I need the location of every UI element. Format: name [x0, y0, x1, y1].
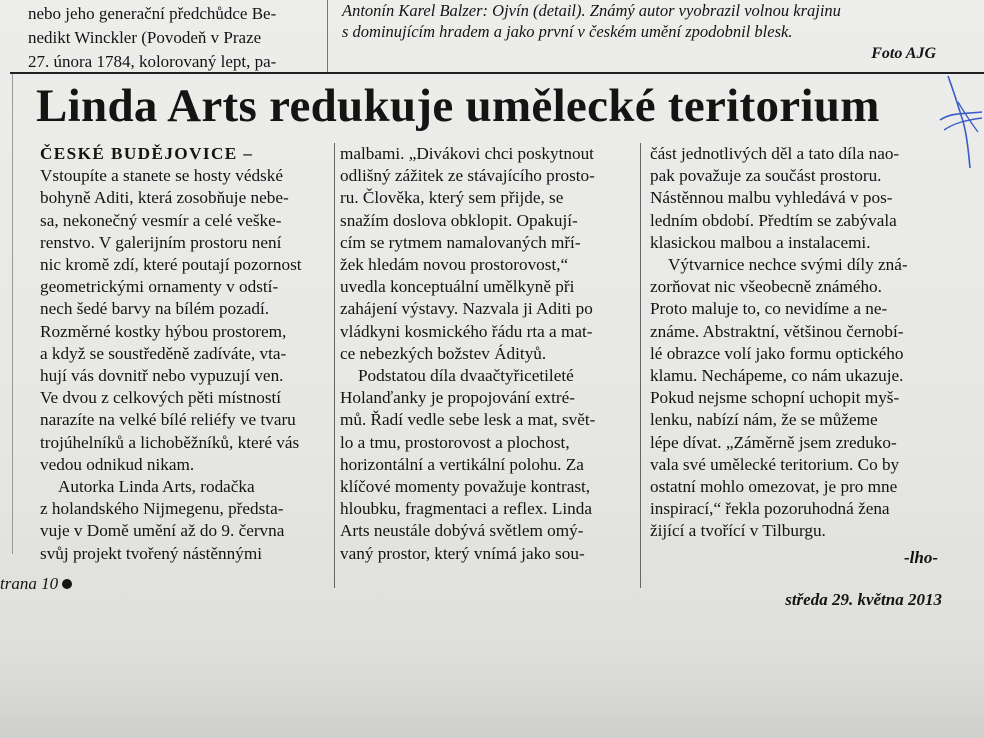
- author-signature: -lho-: [904, 548, 938, 567]
- text-line: renstvo. V galerijním prostoru není: [40, 232, 282, 252]
- text-line: trojúhelníků a lichoběžníků, které vás: [40, 432, 300, 452]
- text-line: Výtvarnice nechce svými díly zná-: [668, 255, 908, 275]
- text-line: nic kromě zdí, které poutají pozornost: [40, 255, 302, 275]
- text-line: klasickou malbou a instalacemi.: [650, 232, 871, 252]
- text-line: klíčové momenty považuje kontrast,: [340, 477, 591, 497]
- text-line: hují vás dovnitř nebo vypuzují ven.: [40, 366, 284, 386]
- text-line: malbami. „Divákovi chci poskytnout: [340, 144, 594, 163]
- text-line: ledním období. Předtím se zabývala: [650, 210, 897, 230]
- text-line: inspirací,“ řekla pozoruhodná žena: [650, 499, 890, 519]
- text-line: ru. Člověka, který sem přijde, se: [340, 188, 564, 208]
- text-line: bohyně Aditi, která zosobňuje nebe-: [40, 188, 289, 208]
- text-line: Nástěnnou malbu vyhledává v pos-: [650, 188, 893, 208]
- text-line: vaný prostor, který vnímá jako sou-: [340, 543, 585, 563]
- text-line: vuje v Domě umění až do 9. června: [40, 521, 285, 541]
- text-line: svůj projekt tvořený nástěnnými: [40, 543, 262, 563]
- text-line: narazíte na velké bílé reliéfy ve tvaru: [40, 410, 296, 430]
- text-line: Autorka Linda Arts, rodačka: [58, 477, 255, 497]
- text-line: 27. února 1784, kolorovaný lept, pa-: [28, 52, 277, 71]
- text-line: Proto maluje to, co nevidíme a ne-: [650, 299, 888, 319]
- column-divider: [640, 143, 641, 588]
- text-line: nech šedé barvy na bílém pozadí.: [40, 299, 270, 319]
- page-shadow: [0, 650, 984, 738]
- caption-line: s dominujícím hradem a jako první v českém umění zpodobnil blesk.: [342, 22, 793, 41]
- text-line: lépe dívat. „Záměrně jsem zreduko-: [650, 432, 897, 452]
- text-line: část jednotlivých děl a tato díla nao-: [650, 144, 900, 163]
- text-line: klamu. Nechápeme, co nám ukazuje.: [650, 366, 904, 386]
- text-line: lé obrazce volí jako formu optického: [650, 343, 904, 363]
- photo-caption: [342, 0, 942, 62]
- text-line: mů. Řadí vedle sebe lesk a mat, svět-: [340, 410, 596, 430]
- page-number-label: trana 10: [0, 574, 59, 593]
- text-line: vala své umělecké teritorium. Co by: [650, 454, 900, 474]
- article-column-2: [340, 143, 628, 565]
- previous-article-snippet: [28, 2, 328, 74]
- text-line: z holandského Nijmegenu, předsta-: [40, 499, 284, 519]
- text-line: Holanďanky je propojování extré-: [340, 388, 575, 408]
- text-line: snažím doslova obklopit. Opakují-: [340, 210, 578, 230]
- text-line: Ve dvou z celkových pěti místností: [40, 388, 282, 408]
- caption-line: Antonín Karel Balzer: Ojvín (detail). Známý autor vyobrazil volnou krajinu: [342, 1, 841, 20]
- column-divider: [327, 0, 328, 72]
- text-line: zorňovat nic všeobecně známého.: [650, 277, 882, 297]
- article-headline: Linda Arts redukuje umělecké teritorium: [36, 80, 880, 132]
- text-line: nedikt Winckler (Povodeň v Praze: [28, 28, 262, 47]
- text-line: hloubku, fragmentaci a reflex. Linda: [340, 499, 592, 519]
- text-line: cím se rytmem namalovaných mří-: [340, 232, 581, 252]
- article-column-1: [40, 143, 330, 565]
- text-line: pak považuje za součást prostoru.: [650, 166, 882, 186]
- text-line: lenku, nabízí nám, že se můžeme: [650, 410, 878, 430]
- text-line: a když se soustředěně zadíváte, vta-: [40, 343, 287, 363]
- dateline: ČESKÉ BUDĚJOVICE –: [40, 144, 254, 163]
- text-line: ostatní mohlo omezovat, je pro mne: [650, 477, 898, 497]
- text-line: Vstoupíte a stanete se hosty védské: [40, 166, 283, 186]
- bullet-icon: [62, 579, 72, 589]
- text-line: známe. Abstraktní, většinou černobí-: [650, 321, 904, 341]
- text-line: geometrickými ornamenty v odstí-: [40, 277, 279, 297]
- text-line: vedou odnikud nikam.: [40, 454, 195, 474]
- pen-mark-icon: [938, 72, 984, 172]
- text-line: Rozměrné kostky hýbou prostorem,: [40, 321, 287, 341]
- text-line: vládkyni kosmického řádu rta a mat-: [340, 321, 593, 341]
- section-rule: [10, 72, 984, 74]
- text-line: horizontální a vertikální polohu. Za: [340, 454, 584, 474]
- text-line: žek hledám novou prostorovost,“: [340, 255, 569, 275]
- article-column-3: [650, 143, 942, 543]
- text-line: uvedla konceptuální umělkyně při: [340, 277, 575, 297]
- text-line: Podstatou díla dvaačtyřicetileté: [358, 366, 574, 386]
- text-line: žijící a tvořící v Tilburgu.: [650, 521, 826, 541]
- text-line: odlišný zážitek ze stávajícího prosto-: [340, 166, 595, 186]
- left-border-line: [12, 74, 13, 554]
- issue-date: středa 29. května 2013: [785, 590, 942, 609]
- page-number: [0, 574, 72, 594]
- text-line: lo a tmu, prostorovost a plochost,: [340, 432, 570, 452]
- text-line: sa, nekonečný vesmír a celé veške-: [40, 210, 282, 230]
- text-line: Arts neustále dobývá světlem omý-: [340, 521, 584, 541]
- text-line: Pokud nejsme schopní uchopit myš-: [650, 388, 900, 408]
- photo-credit: Foto AJG: [871, 45, 936, 62]
- text-line: nebo jeho generační předchůdce Be-: [28, 4, 277, 23]
- text-line: ce nebezkých božstev Ádityů.: [340, 343, 547, 363]
- text-line: zahájení výstavy. Nazvala ji Aditi po: [340, 299, 593, 319]
- column-divider: [334, 143, 335, 588]
